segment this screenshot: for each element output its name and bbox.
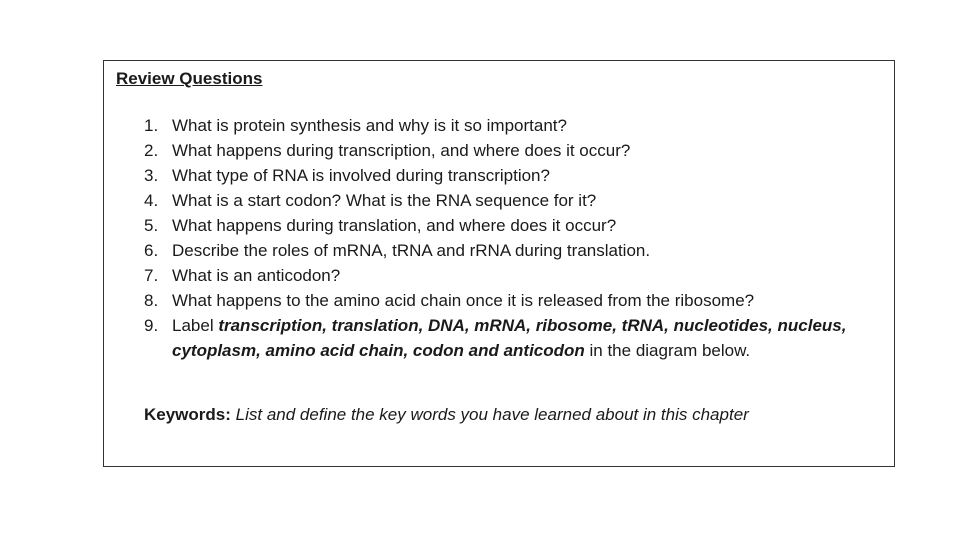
question-number: 2. [144, 141, 159, 160]
review-title: Review Questions [116, 69, 263, 88]
question-9-line-2 [172, 338, 884, 363]
question-text: What happens during translation, and where does it occur? [172, 216, 617, 235]
question-text: What is protein synthesis and why is it so important? [172, 116, 567, 135]
question-item-3 [144, 163, 884, 188]
keywords-label: Keywords: [144, 405, 231, 424]
question-prefix: Label [172, 316, 219, 335]
question-text: What is an anticodon? [172, 266, 341, 285]
question-number: 8. [144, 291, 159, 310]
question-item-8 [144, 288, 884, 313]
question-text: Describe the roles of mRNA, tRNA and rRNA during translation. [172, 241, 651, 260]
question-text: What happens to the amino acid chain once it is released from the ribosome? [172, 291, 755, 310]
question-item-5 [144, 213, 884, 238]
question-item-1 [144, 113, 884, 138]
question-number: 6. [144, 241, 159, 260]
question-item-9 [144, 313, 884, 363]
keywords-line [144, 405, 749, 425]
question-9-line-1 [172, 313, 884, 338]
question-suffix: in the diagram below. [584, 341, 751, 360]
question-number: 3. [144, 166, 159, 185]
question-item-2 [144, 138, 884, 163]
question-number: 9. [144, 316, 159, 335]
question-item-4 [144, 188, 884, 213]
question-list [144, 113, 884, 363]
label-terms-line-1: transcription, translation, DNA, mRNA, ribosome, tRNA, nucleotides, nucleus, [218, 316, 847, 335]
question-item-6 [144, 238, 884, 263]
question-number: 7. [144, 266, 159, 285]
question-text: What is a start codon? What is the RNA sequence for it? [172, 191, 597, 210]
question-text: What type of RNA is involved during transcription? [172, 166, 550, 185]
question-text: What happens during transcription, and where does it occur? [172, 141, 631, 160]
question-item-7 [144, 263, 884, 288]
question-number: 4. [144, 191, 159, 210]
label-terms-line-2: cytoplasm, amino acid chain, codon and anticodon [172, 341, 585, 360]
review-questions-box [103, 60, 895, 467]
question-number: 1. [144, 116, 159, 135]
keywords-instruction: List and define the key words you have learned about in this chapter [230, 405, 749, 424]
question-number: 5. [144, 216, 159, 235]
